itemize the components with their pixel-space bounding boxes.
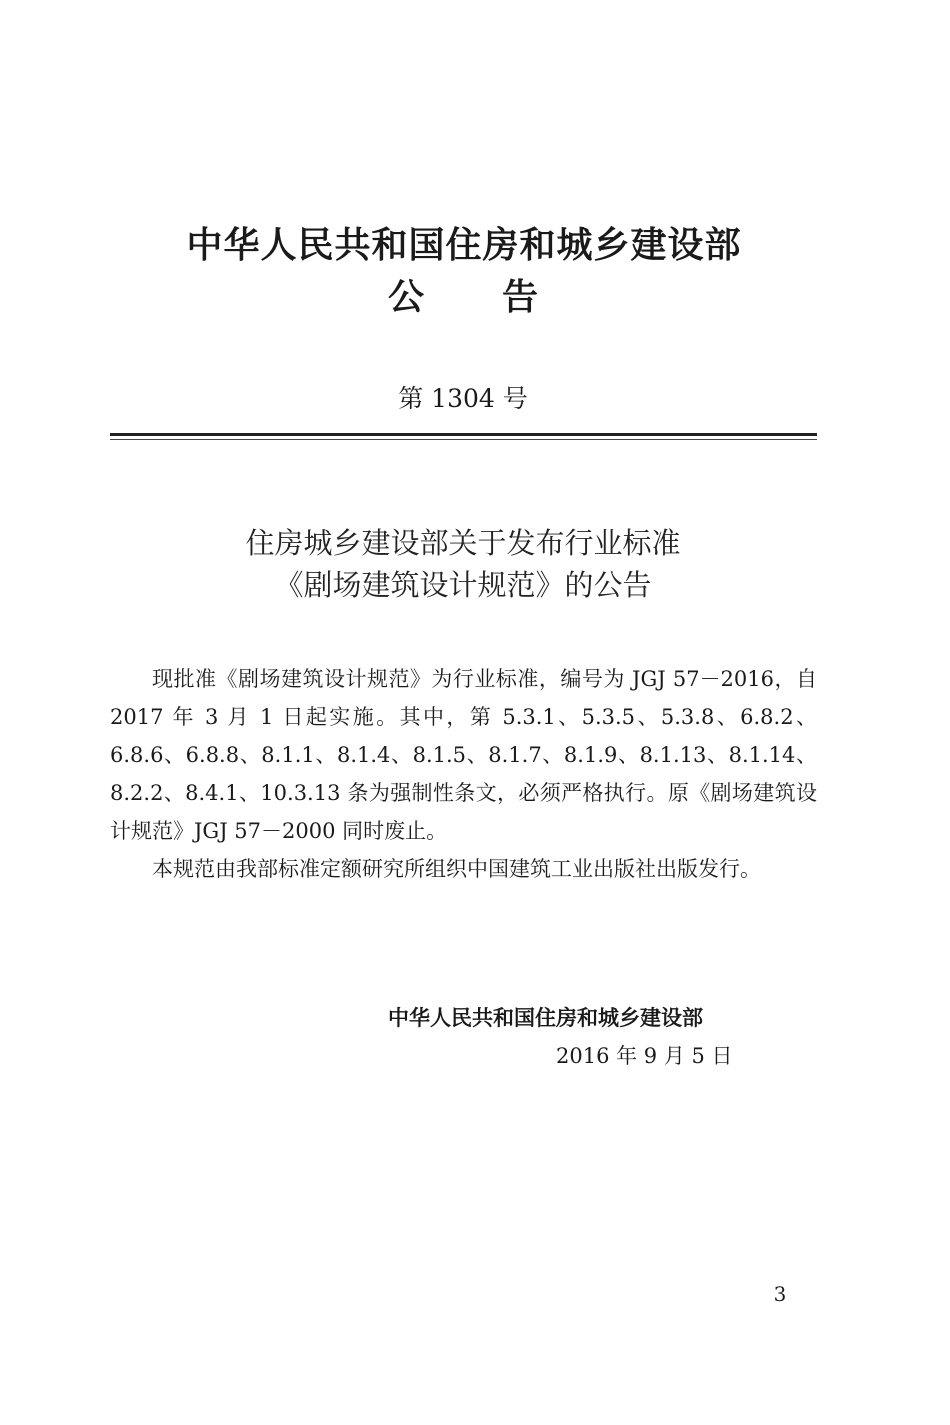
issuer-title: 中华人民共和国住房和城乡建设部	[186, 225, 742, 266]
document-type-char-1: 公	[388, 277, 425, 318]
body-paragraph-1: 现批准《剧场建筑设计规范》为行业标准，编号为 JGJ 57－2016，自 2017 年 3 月 1 日起实施。其中，第 5.3.1、5.3.5、5.3.8、6.8.2、6.8.6、6.8.8、8.1.1、8.1.4、8.1.5、8.1.7、8.1.9、8.1.13、8.1.14、8.2.2、8.4.1、10.3.13 条为强制性条文，必须严格执行。原《剧场建筑设计规范》JGJ 57－2000 同时废止。	[110, 667, 817, 843]
signature-date: 2016 年 9 月 5 日	[556, 1044, 733, 1068]
headline-line-1: 住房城乡建设部关于发布行业标准	[245, 526, 681, 560]
document-number: 第 1304 号	[398, 384, 528, 413]
announcement-headline	[0, 522, 926, 606]
document-type-char-2: 告	[501, 277, 538, 318]
announcement-body	[110, 660, 817, 888]
page-number: 3	[773, 1282, 787, 1306]
headline-line-2: 《剧场建筑设计规范》的公告	[274, 568, 652, 602]
header-divider-thin	[110, 439, 817, 440]
document-type	[388, 276, 538, 320]
header-divider-thick	[110, 433, 817, 436]
body-paragraph-2: 本规范由我部标准定额研究所组织中国建筑工业出版社出版发行。	[152, 857, 761, 881]
signature-organization: 中华人民共和国住房和城乡建设部	[388, 1006, 703, 1030]
